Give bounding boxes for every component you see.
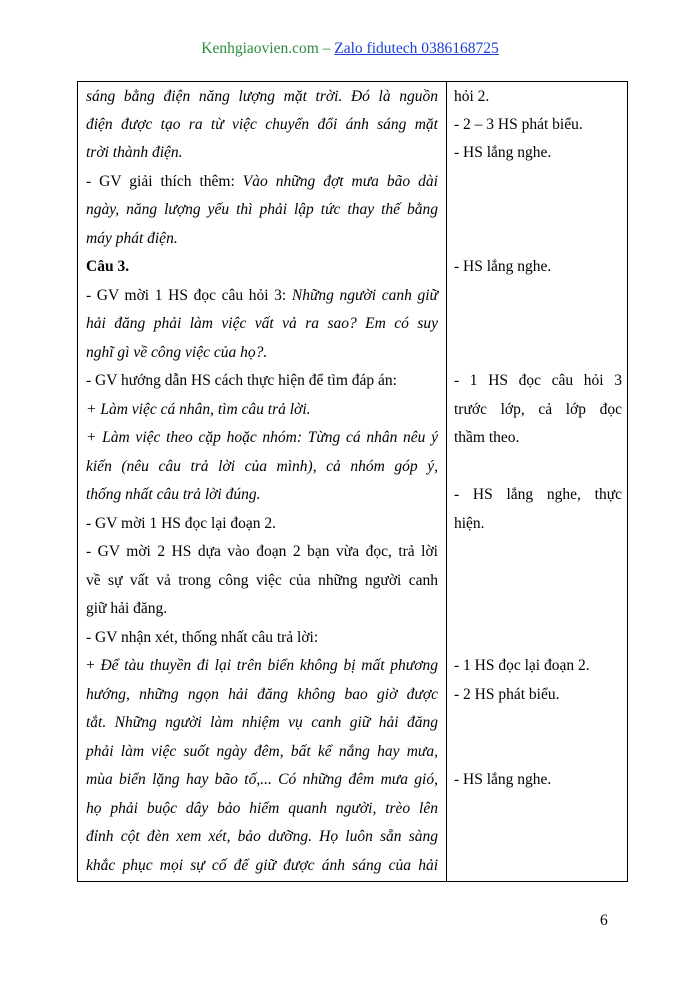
teacher-line-25: mùa biển lặng hay bão tố,... Có những đêm mưa gió, <box>86 771 438 788</box>
student-line-7: thầm theo. <box>454 429 520 446</box>
contact-link[interactable]: Zalo fidutech 0386168725 <box>334 40 499 57</box>
student-line-10: - 1 HS đọc lại đoạn 2. <box>454 657 590 674</box>
teacher-line-22: hướng, những ngọn hải đăng không bao giờ được <box>86 686 438 703</box>
teacher-line-21-italic: Để tàu thuyền đi lại trên biển không bị mất phương <box>100 657 438 674</box>
header-separator: – <box>318 40 335 57</box>
teacher-line-4-prefix: - GV giải thích thêm: <box>86 173 243 190</box>
teacher-line-20: - GV nhận xét, thống nhất câu trả lời: <box>86 629 319 646</box>
student-line-3: - HS lắng nghe. <box>454 144 552 161</box>
page-header <box>0 40 700 58</box>
teacher-line-15: thống nhất câu trả lời đúng. <box>86 486 261 503</box>
teacher-line-27: đỉnh cột đèn xem xét, bảo dưỡng. Họ luôn sẵn sàng <box>86 828 438 845</box>
teacher-line-14: kiến (nêu câu trả lời của mình), cả nhóm góp ý, <box>86 458 438 475</box>
teacher-line-9: hải đăng phải làm việc vất vả ra sao? Em có suy <box>86 315 438 332</box>
teacher-line-12: + Làm việc cá nhân, tìm câu trả lời. <box>86 401 311 418</box>
student-line-4: - HS lắng nghe. <box>454 258 552 275</box>
teacher-line-8-italic: Những người canh giữ <box>291 287 438 304</box>
teacher-line-4 <box>86 172 438 192</box>
question-3-heading: Câu 3. <box>86 258 130 275</box>
page-number: 6 <box>600 912 608 929</box>
teacher-line-18: về sự vất vả trong công việc của những người canh <box>86 572 438 589</box>
student-line-1: hỏi 2. <box>454 88 490 105</box>
teacher-line-17: - GV mời 2 HS dựa vào đoạn 2 bạn vừa đọc, trả lời <box>86 543 438 560</box>
student-line-2: - 2 – 3 HS phát biểu. <box>454 116 583 133</box>
teacher-line-24: phải làm việc suốt ngày đêm, bất kể nắng hay mưa, <box>86 743 438 760</box>
teacher-line-21-prefix: + <box>86 657 101 674</box>
teacher-line-5: ngày, năng lượng yếu thì phải lập tức thay thế bằng <box>86 201 438 218</box>
teacher-line-23: tắt. Những người làm nhiệm vụ canh giữ hải đăng <box>86 714 438 731</box>
teacher-line-13: + Làm việc theo cặp hoặc nhóm: Từng cá nhân nêu ý <box>86 429 438 446</box>
student-line-6: trước lớp, cả lớp đọc <box>454 401 622 418</box>
student-line-8: - HS lắng nghe, thực <box>454 486 622 503</box>
teacher-line-28: khắc phục mọi sự cố để giữ được ánh sáng của hải <box>86 857 438 874</box>
teacher-line-16: - GV mời 1 HS đọc lại đoạn 2. <box>86 515 277 532</box>
teacher-line-8 <box>86 286 438 306</box>
teacher-line-11: - GV hướng dẫn HS cách thực hiện để tìm đáp án: <box>86 372 397 389</box>
teacher-line-8-prefix: - GV mời 1 HS đọc câu hỏi 3: <box>86 287 292 304</box>
teacher-line-2: điện được tạo ra từ việc chuyển đổi ánh sáng mặt <box>86 116 438 133</box>
student-line-12: - HS lắng nghe. <box>454 771 552 788</box>
site-name: Kenhgiaovien.com <box>201 40 319 57</box>
teacher-line-6: máy phát điện. <box>86 230 178 247</box>
student-line-9: hiện. <box>454 515 485 532</box>
teacher-line-1: sáng bằng điện năng lượng mặt trời. Đó là nguồn <box>86 88 438 105</box>
teacher-line-21 <box>86 656 438 676</box>
teacher-line-4-italic: Vào những đợt mưa bão dài <box>242 173 438 190</box>
lesson-table <box>77 81 628 882</box>
teacher-line-26: họ phải buộc dây bảo hiểm quanh người, trèo lên <box>86 800 438 817</box>
student-line-5: - 1 HS đọc câu hỏi 3 <box>454 372 622 389</box>
student-line-11: - 2 HS phát biểu. <box>454 686 560 703</box>
teacher-line-10: nghĩ gì về công việc của họ?. <box>86 344 268 361</box>
teacher-line-19: giữ hải đăng. <box>86 600 168 617</box>
column-divider <box>446 82 447 881</box>
teacher-line-3: trời thành điện. <box>86 144 183 161</box>
